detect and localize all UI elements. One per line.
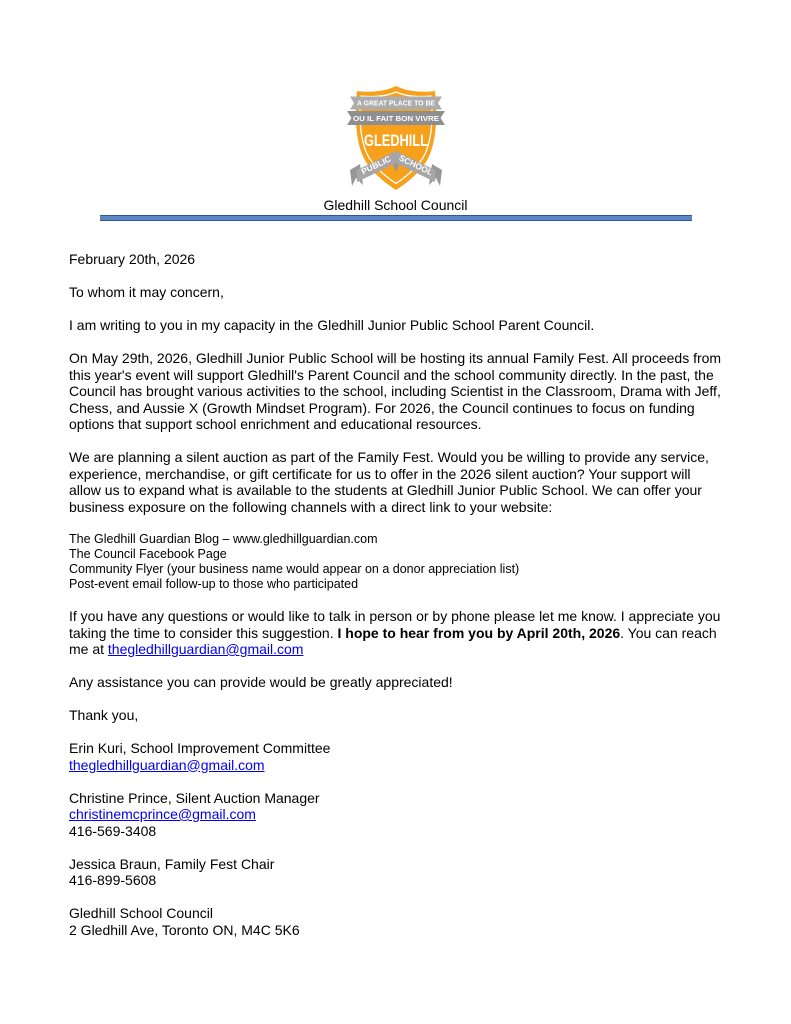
letter-line — [69, 350, 723, 433]
top-banner-text: A GREAT PLACE TO BE — [356, 100, 435, 108]
shield-name-text: GLEDHILL — [363, 131, 428, 150]
letter-line — [69, 251, 723, 268]
text-segment: 416-569-3408 — [69, 822, 157, 839]
letter-line — [69, 790, 723, 807]
letter-line — [69, 449, 723, 515]
closing — [69, 707, 723, 724]
letter-line — [69, 922, 723, 939]
letterhead — [0, 0, 791, 221]
signature-council — [69, 905, 723, 938]
email-link[interactable]: thegledhillguardian@gmail.com — [69, 756, 265, 773]
letter-body — [69, 251, 723, 938]
ribbon-left-text: PUBLIC — [359, 153, 392, 177]
letter-line — [69, 806, 723, 823]
email-link[interactable]: thegledhillguardian@gmail.com — [107, 641, 304, 657]
salutation — [69, 284, 723, 301]
letter-line — [69, 856, 723, 873]
email-link[interactable]: christinemcprince@gmail.com — [69, 806, 256, 822]
letter-line — [69, 284, 723, 301]
letter-line — [69, 872, 723, 889]
text-segment: We are planning a silent auction as part of the Family Fest. Would you be willing to provide any service, experience, merchandise, or gift certificate for us to offer in the 2026 silent auction? Your support will allow us to expand what is available to the students at Gledhill Junior Public School. We can offer your business exposure on the following channels with a direct link to your website: — [69, 449, 709, 515]
letter-line — [69, 562, 723, 577]
questions-paragraph — [69, 608, 723, 658]
date-line — [69, 251, 723, 268]
channels-list — [69, 532, 723, 592]
text-segment: Jessica Braun, Family Fest Chair — [69, 855, 275, 872]
text-segment: On May 29th, 2026, Gledhill Junior Public School will be hosting its annual Family Fest. All proceeds from this year's event will support Gledhill's Parent Council and the school community directly. In the past, the Council has brought various activities to the school, including Scientist in the Classroom, Drama with Jeff, Chess, and Aussie X (Growth Mindset Program). For 2026, the Council continues to focus on funding options that support school enrichment and educational resources. — [69, 350, 722, 432]
letter-line — [69, 577, 723, 592]
header-divider-line — [100, 215, 692, 221]
letter-line — [69, 608, 723, 658]
school-crest-icon — [344, 84, 448, 196]
text-segment: Erin Kuri, School Improvement Committee — [69, 740, 331, 756]
intro-paragraph — [69, 317, 723, 334]
signature-christine — [69, 790, 723, 840]
text-segment: The Gledhill Guardian Blog – www.gledhillguardian.com — [69, 531, 378, 546]
text-segment: If you have any questions or would like to talk in person or by phone please let me know. I appreciate you taking the time to consider this suggestion. — [69, 608, 721, 641]
text-segment: Post-event email follow-up to those who participated — [69, 576, 359, 591]
bold-text-segment: I hope to hear from you by April 20th, 2026 — [337, 624, 621, 641]
text-segment: 416-899-5608 — [69, 872, 157, 888]
signature-erin — [69, 740, 723, 773]
text-segment: The Council Facebook Page — [69, 546, 227, 561]
text-segment: February 20th, 2026 — [69, 251, 196, 267]
letter-line — [69, 905, 723, 922]
org-name: Gledhill School Council — [323, 197, 468, 213]
letter-line — [69, 317, 723, 334]
letter-line — [69, 532, 723, 547]
text-segment: Christine Prince, Silent Auction Manager — [69, 789, 320, 806]
letter-line — [69, 757, 723, 774]
signature-jessica — [69, 856, 723, 889]
silent-auction-paragraph — [69, 449, 723, 515]
text-segment: I am writing to you in my capacity in the Gledhill Junior Public School Parent Council. — [69, 317, 595, 333]
text-segment: Thank you, — [69, 707, 139, 723]
text-segment: Gledhill School Council — [69, 905, 213, 921]
letter-line — [69, 707, 723, 724]
letter-line — [69, 823, 723, 840]
assistance-line — [69, 674, 723, 691]
text-segment: . You can reach me at — [69, 624, 717, 657]
family-fest-paragraph — [69, 350, 723, 433]
letter-line — [69, 547, 723, 562]
text-segment: Community Flyer (your business name would appear on a donor appreciation list) — [69, 561, 520, 576]
letter-line — [69, 674, 723, 691]
letter-line — [69, 740, 723, 757]
second-banner-text: OU IL FAIT BON VIVRE — [352, 113, 439, 123]
text-segment: Any assistance you can provide would be greatly appreciated! — [69, 674, 453, 690]
text-segment: To whom it may concern, — [69, 284, 224, 300]
text-segment: 2 Gledhill Ave, Toronto ON, M4C 5K6 — [69, 921, 300, 938]
ribbon-right-text: SCHOOL — [396, 152, 435, 178]
